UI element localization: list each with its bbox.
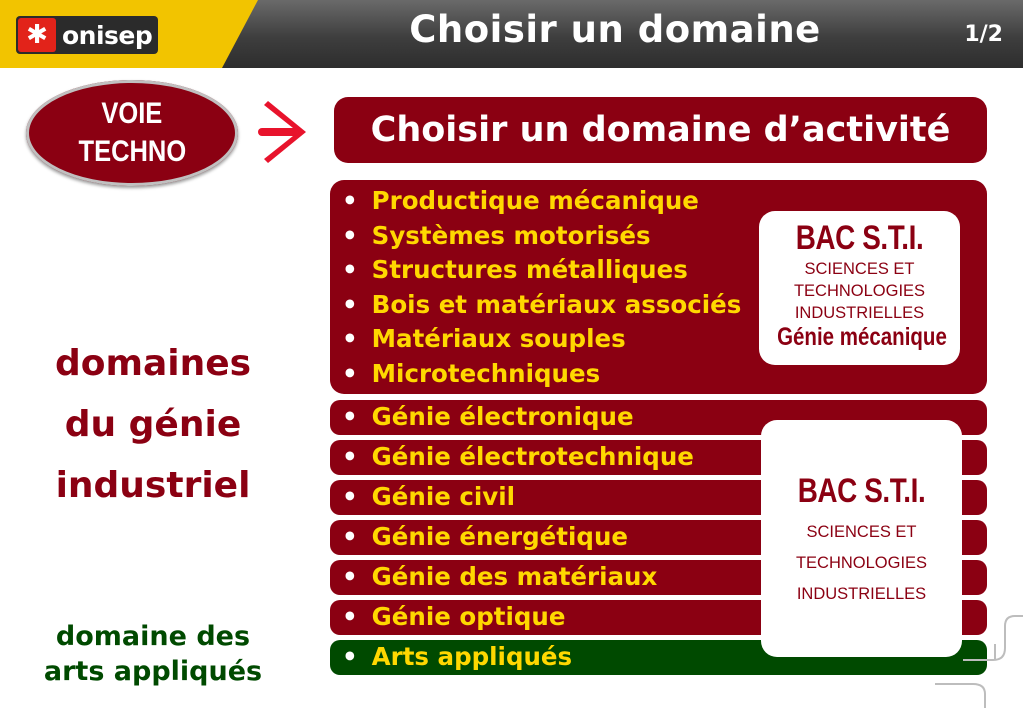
bac-title: BAC S.T.I. [795, 219, 924, 257]
domain-row: • Génie énergétique [330, 520, 987, 555]
page-number: 1/2 [964, 22, 1003, 47]
main-title: Choisir un domaine d’activité [334, 97, 987, 163]
voie-techno-badge [26, 80, 238, 186]
side-line1: domaines [54, 343, 252, 384]
domain-row: • Génie électronique [330, 400, 987, 435]
side-line3: industriel [55, 465, 251, 506]
list-item: • Microtechniques [342, 357, 741, 392]
domain-row: • Génie des matériaux [330, 560, 987, 595]
decorative-lines [933, 614, 1023, 708]
bac-sub-1: SCIENCES ET [804, 260, 915, 278]
brand-name: onisep [62, 20, 153, 50]
arts-line2: arts appliqués [43, 656, 263, 687]
bac-sub-2: TECHNOLOGIES [793, 282, 926, 300]
voie-line2: TECHNO [78, 135, 186, 168]
bac-sti-mecanique-card [759, 211, 960, 365]
arrow-right-icon [258, 99, 308, 165]
list-item: • Systèmes motorisés [342, 219, 741, 254]
mechanical-list [342, 184, 741, 392]
bac-specialty: Génie mécanique [777, 323, 947, 351]
bac-sub-3: INDUSTRIELLES [796, 585, 927, 603]
bac-sub-3: INDUSTRIELLES [794, 304, 925, 322]
arts-row: • Arts appliqués [330, 640, 987, 675]
header-bar [0, 0, 1023, 68]
list-item: • Bois et matériaux associés [342, 288, 741, 323]
list-item: • Structures métalliques [342, 253, 741, 288]
asterisk-icon: ✱ [18, 18, 56, 52]
list-item: • Matériaux souples [342, 322, 741, 357]
domain-row: • Génie civil [330, 480, 987, 515]
domain-row: • Génie électrotechnique [330, 440, 987, 475]
arts-line1: domaine des [55, 621, 251, 652]
arts-appliques-label [0, 619, 306, 689]
bac-sub-2: TECHNOLOGIES [795, 554, 928, 572]
header-title: Choisir un domaine [409, 8, 821, 51]
bac-sti-card [761, 420, 962, 657]
logo-band-slant [222, 0, 258, 68]
onisep-logo[interactable] [16, 16, 158, 54]
genie-industriel-label [0, 333, 306, 516]
domain-row: • Génie optique [330, 600, 987, 635]
bac-title: BAC S.T.I. [797, 472, 926, 510]
voie-line1: VOIE [101, 97, 163, 130]
bac-sub-1: SCIENCES ET [806, 523, 917, 541]
side-line2: du génie [64, 404, 242, 445]
list-item: • Productique mécanique [342, 184, 741, 219]
